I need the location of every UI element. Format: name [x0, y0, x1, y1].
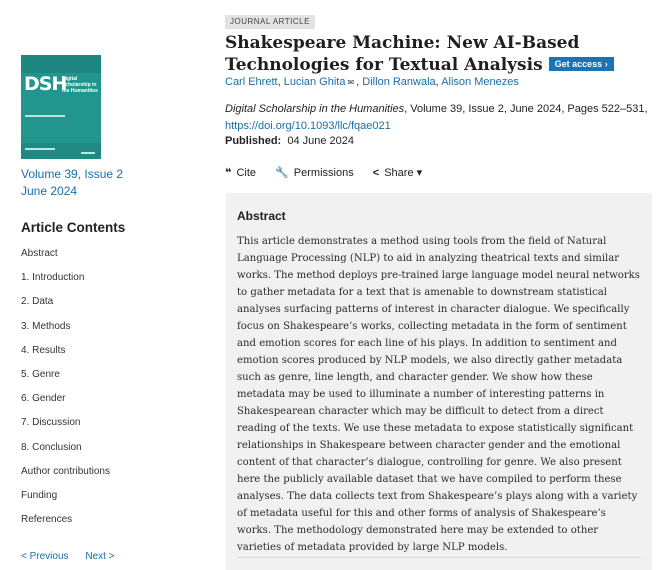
get-access-button[interactable]: Get access › [549, 57, 614, 71]
toc-item-discussion[interactable]: 7. Discussion [21, 417, 81, 429]
toc-item-methods[interactable]: 3. Methods [21, 320, 71, 332]
share-label: Share ▾ [384, 167, 423, 179]
author-list: Carl Ehrett, Lucian Ghita ✉ , Dillon Ranwala, Alison Menezes [225, 76, 519, 88]
article-contents-heading: Article Contents [21, 220, 126, 235]
toc-item-references[interactable]: References [21, 514, 73, 526]
sidebar [0, 0, 205, 570]
author-link[interactable]: Carl Ehrett [225, 76, 278, 88]
toc-item-gender[interactable]: 6. Gender [21, 393, 66, 405]
divider [237, 557, 641, 558]
envelope-icon[interactable]: ✉ [347, 78, 355, 87]
article-contents-list [21, 246, 110, 536]
share-icon: < [372, 167, 380, 179]
abstract-section [226, 193, 652, 570]
author-link[interactable]: Dillon Ranwala [362, 76, 436, 88]
citation [225, 101, 655, 135]
next-link[interactable]: Next > [85, 551, 115, 562]
article-pager [21, 551, 129, 562]
toc-item-data[interactable]: 2. Data [21, 296, 54, 308]
permissions-button[interactable] [275, 166, 354, 179]
permissions-label: Permissions [293, 167, 354, 179]
journal-cover-image[interactable] [21, 55, 101, 159]
issue-date: June 2024 [21, 184, 78, 198]
author-link[interactable]: Alison Menezes [441, 76, 519, 88]
published-value: 04 June 2024 [287, 135, 355, 147]
share-button[interactable] [373, 166, 422, 179]
toc-item-conclusion[interactable]: 8. Conclusion [21, 441, 82, 453]
previous-link[interactable]: < Previous [21, 551, 69, 562]
published-date [225, 135, 354, 147]
quote-icon: ❝ [225, 167, 232, 179]
toc-item-introduction[interactable]: 1. Introduction [21, 272, 85, 284]
toc-item-author-contributions[interactable]: Author contributions [21, 465, 110, 477]
cite-label: Cite [236, 167, 257, 179]
citation-details: , Volume 39, Issue 2, June 2024, Pages 522–531, [404, 103, 648, 115]
cover-logo: DSH [24, 73, 67, 95]
author-link[interactable]: Lucian Ghita [283, 76, 346, 88]
issue-link[interactable] [21, 166, 123, 200]
article-title-text: Shakespeare Machine: New AI-Based Technologies for Textual Analysis [225, 33, 580, 75]
cover-title: Digital Scholarship in the Humanities [62, 76, 98, 94]
doi-link[interactable]: https://doi.org/10.1093/llc/fqae021 [225, 120, 391, 132]
article-type-badge: JOURNAL ARTICLE [225, 15, 315, 29]
toc-item-abstract[interactable]: Abstract [21, 248, 58, 259]
abstract-heading: Abstract [237, 209, 286, 223]
abstract-text: This article demonstrates a method using tools from the field of Natural Language Processing (NLP) to aid in analyzing theatrical texts and similar works. The method deploys pre-trained large language model neural networks to gather metadata for a text that is amenable to downstream statistical analyses surfacing patterns of interest in character dialogue. We specifically focus on Shakespeare’s works, collecting metadata in the form of sentiment and emotion scores for each line of his plays. In addition to sentiment and emotion scores produced by NLP models, we also directly gather metadata such as genre, line length, and character gender. We show how these metadata may be used to illuminate a number of interesting patterns in Shakespearean character which may be difficult to detect from a direct reading of the texts. We use these metadata to expose statistically significant relationships in Shakespeare between character gender and the emotional content of that character’s dialogue, controlling for genre. We also present here the publicly available dataset that we have compiled to perform these analyses. The data collects text from Shakespeare’s plays along with a variety of metadata useful for this and other forms of analysis of Shakespeare’s works. The methodology demonstrated here may be extended to other varieties of metadata provided by large NLP models. [237, 236, 640, 553]
cite-button[interactable] [225, 166, 256, 179]
toc-item-funding[interactable]: Funding [21, 489, 58, 501]
toc-item-genre[interactable]: 5. Genre [21, 368, 60, 380]
toc-item-results[interactable]: 4. Results [21, 344, 66, 356]
published-label: Published: [225, 135, 282, 147]
issue-volume: Volume 39, Issue 2 [21, 167, 124, 181]
wrench-icon: 🔧 [275, 167, 289, 179]
journal-name: Digital Scholarship in the Humanities [225, 103, 405, 115]
article-title [225, 32, 650, 76]
article-actions [225, 166, 438, 179]
